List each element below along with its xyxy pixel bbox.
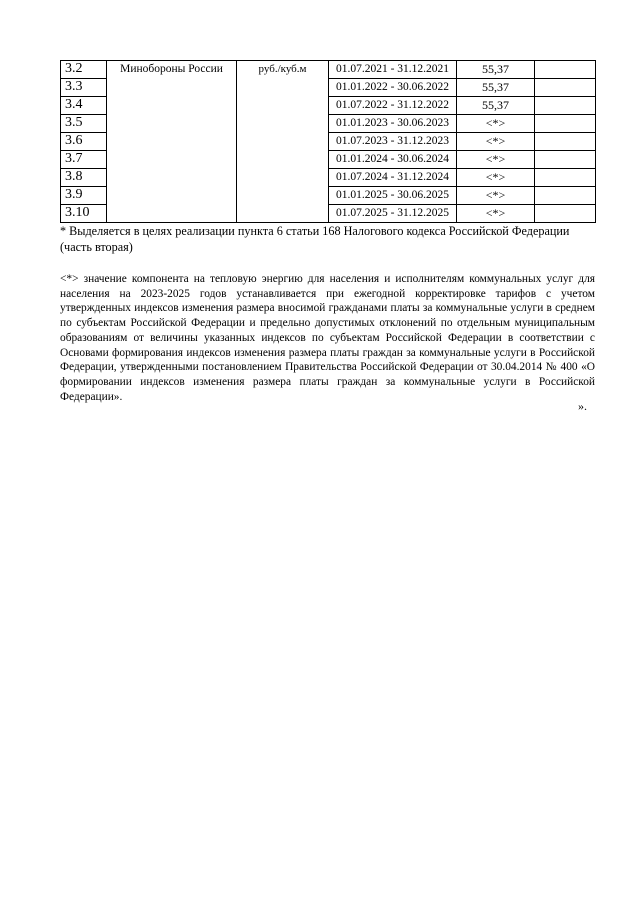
row-number-cell: 3.6 <box>61 133 107 151</box>
period-cell: 01.07.2024 - 31.12.2024 <box>329 169 457 187</box>
row-number-cell: 3.8 <box>61 169 107 187</box>
extra-value-cell <box>535 115 596 133</box>
period-cell: 01.07.2021 - 31.12.2021 <box>329 61 457 79</box>
period-cell: 01.07.2022 - 31.12.2022 <box>329 97 457 115</box>
tariff-table <box>60 60 596 223</box>
extra-value-cell <box>535 97 596 115</box>
table-body <box>61 61 596 223</box>
row-number-cell: 3.10 <box>61 205 107 223</box>
row-number-cell: 3.4 <box>61 97 107 115</box>
closing-quote: ». <box>578 399 587 413</box>
period-cell: 01.01.2025 - 30.06.2025 <box>329 187 457 205</box>
tariff-value-cell: <*> <box>457 169 535 187</box>
extra-value-cell <box>535 151 596 169</box>
period-cell: 01.07.2025 - 31.12.2025 <box>329 205 457 223</box>
row-number-cell: 3.5 <box>61 115 107 133</box>
vat-footnote: * Выделяется в целях реализации пункта 6 статьи 168 Налогового кодекса Российской Федерации (часть вторая) <box>60 224 570 254</box>
tariff-explanation-note: <*> значение компонента на тепловую энергию для населения и исполнителям коммунальных услуг для населения на 2023-2025 годов устанавливается при ежегодной корректировке тарифов с учетом утвержденных индексов изменения размера вносимой гражданами платы за коммунальные услуги в среднем по субъектам Российской Федерации и предельно допустимых отклонений по отдельным муниципальным образованиям от величины указанных индексов по субъектам Российской Федерации в соответствии с Основами формирования индексов изменения размера платы граждан за коммунальные услуги в Российской Федерации, утвержденными постановлением Правительства Российской Федерации от 30.04.2014 № 400 «О формировании индексов изменения размера платы граждан за коммунальные услуги в Российской Федерации». <box>60 273 595 403</box>
tariff-value-cell: 55,37 <box>457 97 535 115</box>
extra-value-cell <box>535 79 596 97</box>
tariff-value-cell: <*> <box>457 151 535 169</box>
tariff-value-cell: <*> <box>457 187 535 205</box>
period-cell: 01.07.2023 - 31.12.2023 <box>329 133 457 151</box>
table-row <box>61 61 596 79</box>
tariff-value-cell: <*> <box>457 133 535 151</box>
unit-cell: руб./куб.м <box>237 61 329 223</box>
extra-value-cell <box>535 205 596 223</box>
extra-value-cell <box>535 187 596 205</box>
tariff-value-cell: <*> <box>457 115 535 133</box>
period-cell: 01.01.2024 - 30.06.2024 <box>329 151 457 169</box>
tariff-value-cell: 55,37 <box>457 79 535 97</box>
extra-value-cell <box>535 133 596 151</box>
extra-value-cell <box>535 169 596 187</box>
period-cell: 01.01.2022 - 30.06.2022 <box>329 79 457 97</box>
tariff-value-cell: 55,37 <box>457 61 535 79</box>
row-number-cell: 3.3 <box>61 79 107 97</box>
extra-value-cell <box>535 61 596 79</box>
row-number-cell: 3.9 <box>61 187 107 205</box>
period-cell: 01.01.2023 - 30.06.2023 <box>329 115 457 133</box>
tariff-value-cell: <*> <box>457 205 535 223</box>
row-number-cell: 3.2 <box>61 61 107 79</box>
organization-cell: Минобороны России <box>107 61 237 223</box>
row-number-cell: 3.7 <box>61 151 107 169</box>
